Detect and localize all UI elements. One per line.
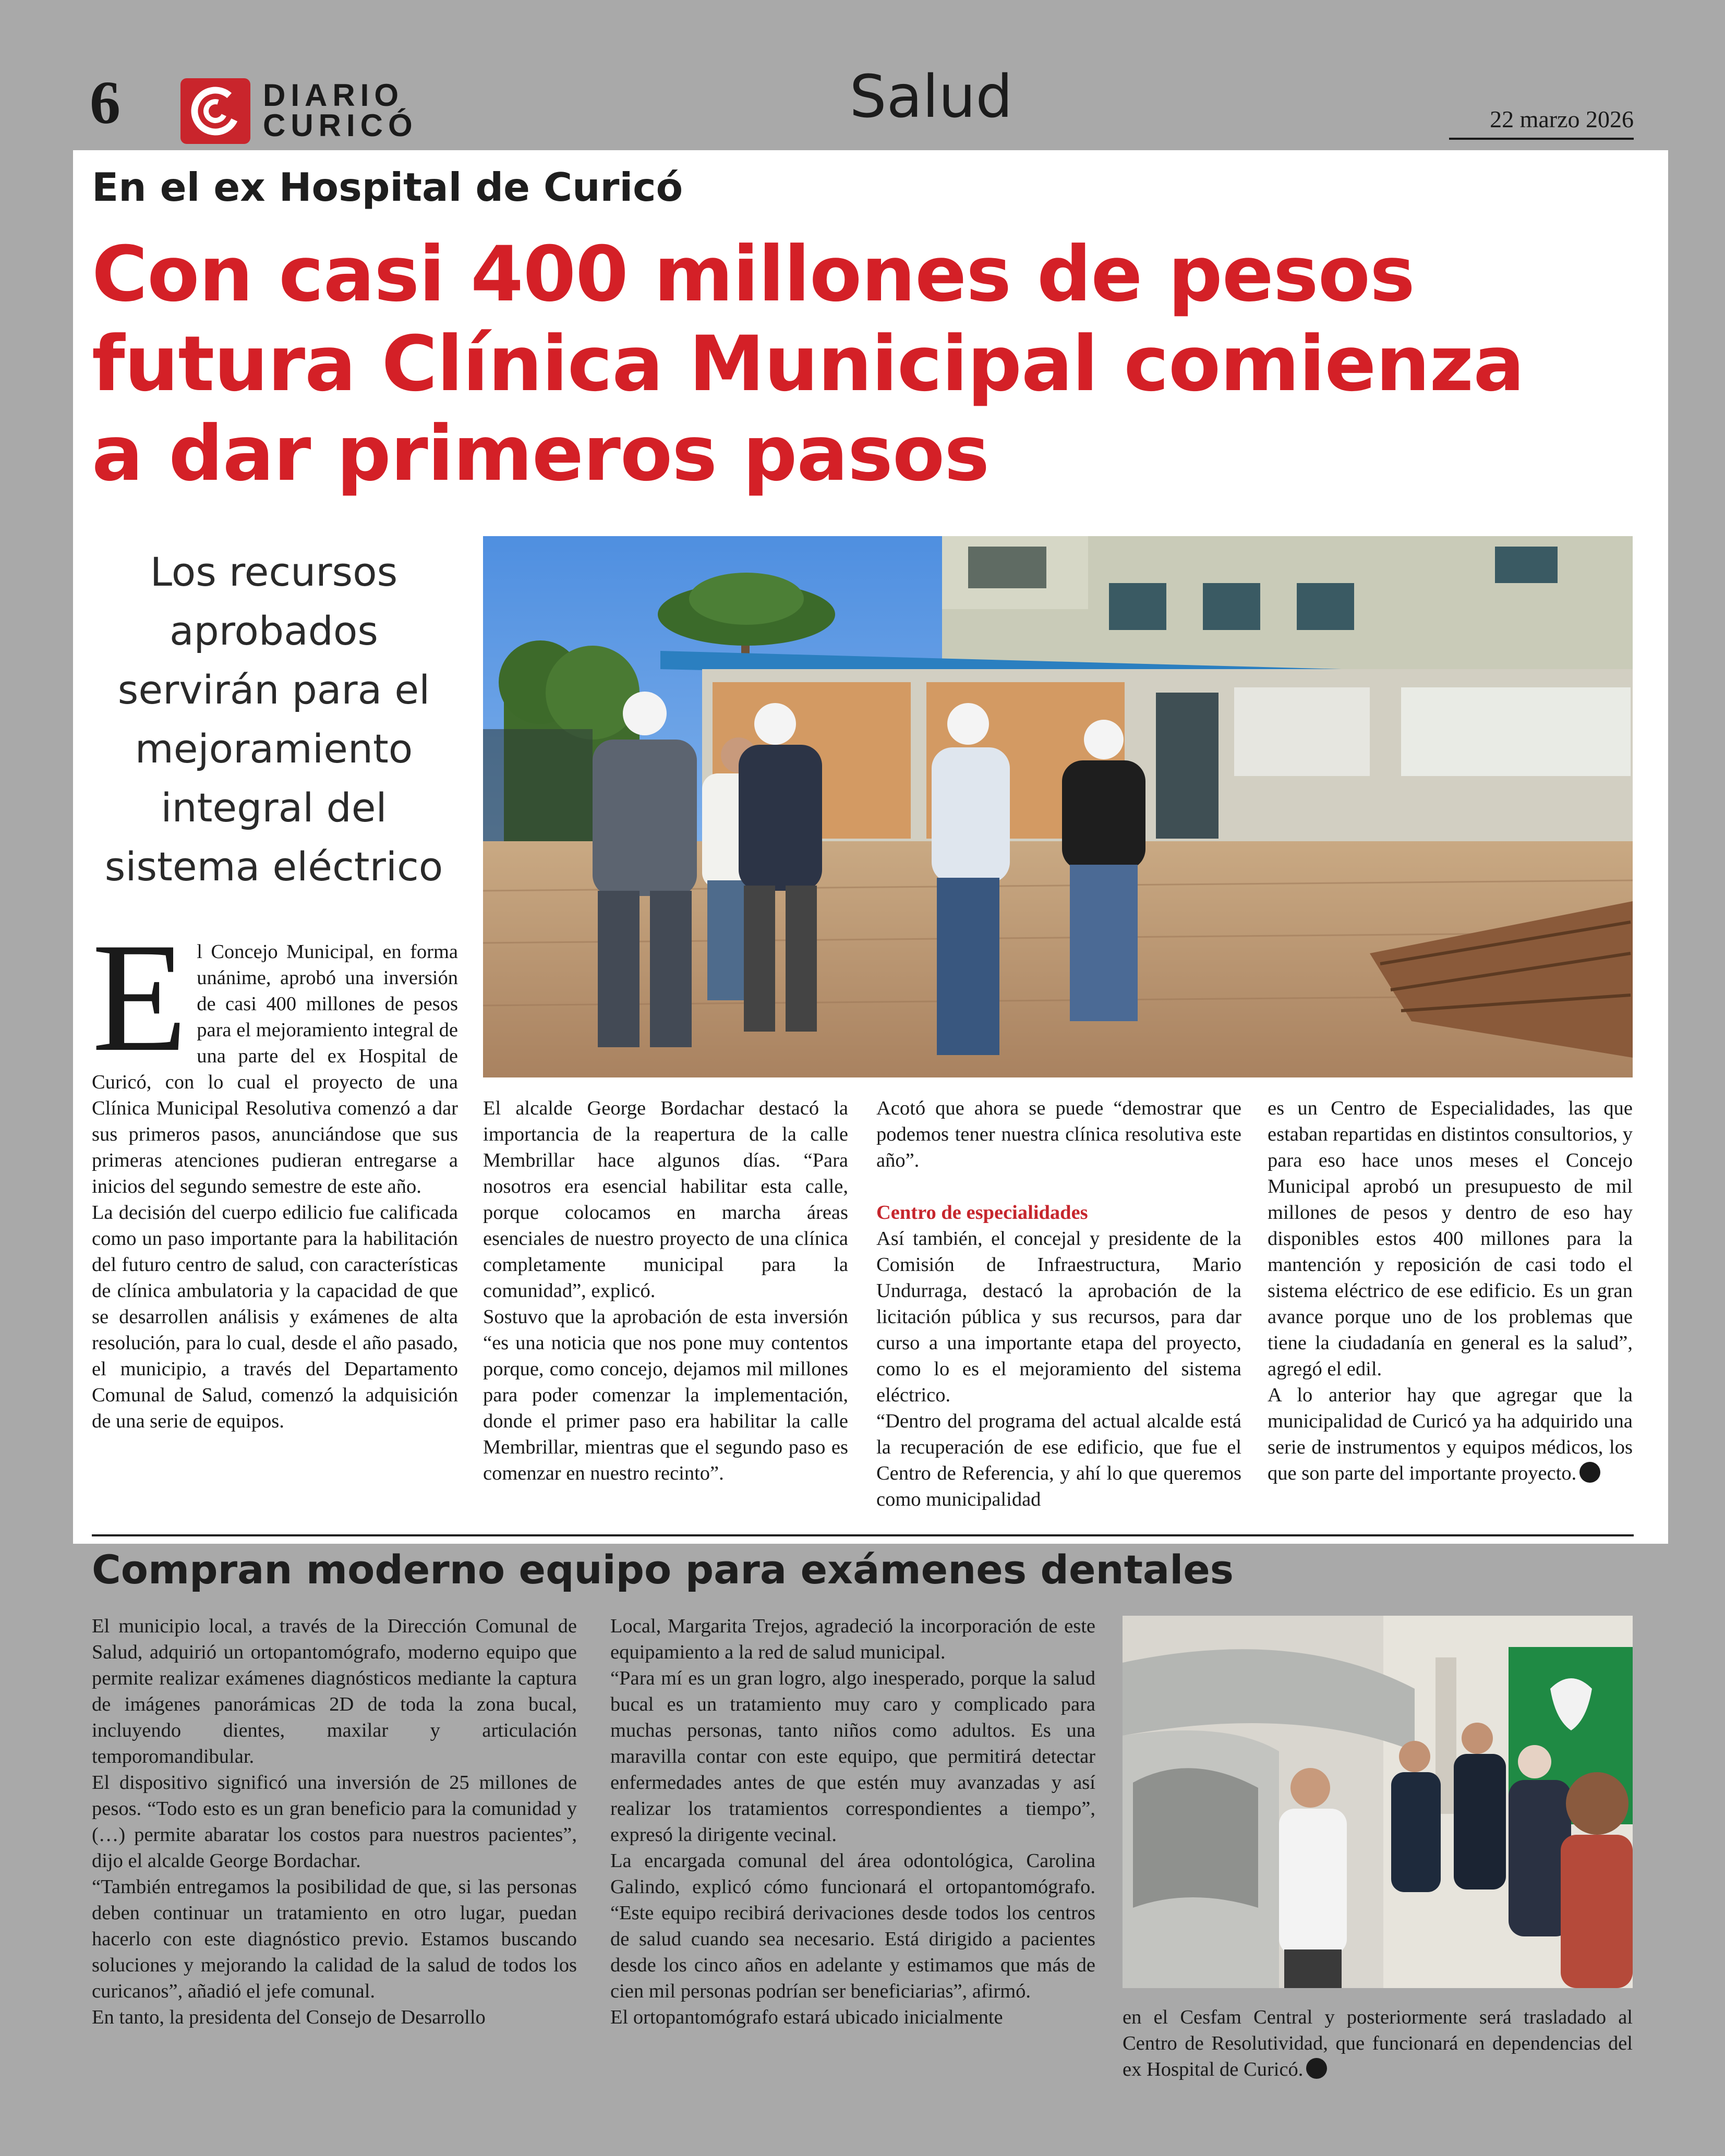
headline-line-2: futura Clínica Municipal comienza bbox=[92, 320, 1524, 408]
paragraph: La encargada comunal del área odontológica, Carolina Galindo, explicó cómo funcionará el ortopantomógrafo. “Este equipo recibirá derivaciones desde todos los centros de salud cuando sea necesario. Está dirigido a pacientes desde los cinco años en adelante y estimamos que más de cien mil personas podrían ser beneficiarias”, afirmó. bbox=[610, 1850, 1095, 2002]
diario-curico-logo-icon bbox=[180, 78, 250, 144]
paragraph: El municipio local, a través de la Dirección Comunal de Salud, adquirió un ortopantomógrafo, moderno equipo que permite realizar exámenes diagnósticos mediante la captura de imágenes panorámicas 2D de toda la zona bucal, incluyendo dientes, maxilar y articulación temporomandibular. bbox=[92, 1615, 577, 1767]
deck-line: sistema eléctrico bbox=[104, 843, 443, 890]
end-of-article-icon bbox=[1579, 1462, 1600, 1483]
section-title: Salud bbox=[849, 63, 1013, 131]
paragraph: es un Centro de Especialidades, las que estaban repartidas en distintos consultorios, y para eso hace unos meses el Concejo Municipal aprobó un presupuesto de mil millones de pesos y dentro de eso hay disponibles estos 400 millones para la mantención y reposición de casi todo el sistema eléctrico de ese edificio. Es un gran avance porque uno de los problemas que tiene la ciudadanía en general es la salud”, agregó el edil. bbox=[1268, 1097, 1633, 1380]
logo-line-1: DIARIO bbox=[263, 78, 404, 113]
headline-line-3: a dar primeros pasos bbox=[92, 409, 990, 498]
paragraph: El ortopantomógrafo estará ubicado inicialmente bbox=[610, 2006, 1003, 2028]
paragraph: La decisión del cuerpo edilicio fue calificada como un paso importante para la habilitación del futuro centro de salud, con características de clínica ambulatoria y la capacidad de que se desarrollen análisis y exámenes de alta resolución, para lo cual, desde el año pasado, el municipio, a través del Departamento Comunal de Salud, comenzó la adquisición de una serie de equipos. bbox=[92, 1202, 458, 1432]
paragraph: “Dentro del programa del actual alcalde está la recuperación de ese edificio, que fue el Centro de Referencia, y ahí lo que queremos como municipalidad bbox=[876, 1410, 1241, 1510]
deck-line: integral del bbox=[161, 784, 387, 831]
issue-date: 22 marzo 2026 bbox=[1490, 106, 1634, 132]
end-of-article-icon bbox=[1306, 2058, 1327, 2079]
paragraph: En tanto, la presidenta del Consejo de Desarrollo bbox=[92, 2006, 486, 2028]
logo-line-2: CURICÓ bbox=[263, 108, 418, 143]
article-column-1 bbox=[92, 911, 458, 1434]
paragraph: El dispositivo significó una inversión de 25 millones de pesos. “Todo esto es un gran beneficio para la comunidad y (…) permite abaratar los costos para nuestros pacientes”, dijo el alcalde George Bordachar. bbox=[92, 1772, 577, 1872]
hospital-visit-photo bbox=[483, 536, 1633, 1077]
deck-line: aprobados bbox=[169, 608, 379, 654]
paragraph: “Para mí es un gran logro, algo inesperado, porque la salud bucal es un tratamiento muy caro y complicado para muchas personas, tanto niños como adultos. Es una maravilla contar con este equipo, que permitirá detectar enfermedades antes de que estén muy avanzadas y así realizar los tratamientos correspondientes a tiempo”, expresó la dirigente vecinal. bbox=[610, 1667, 1095, 1846]
deck-line: Los recursos bbox=[150, 549, 398, 595]
paragraph: El alcalde George Bordachar destacó la importancia de la reapertura de la calle Membrillar hace algunos días. “Para nosotros era esencial habilitar esta calle, porque colocamos en marcha áreas esenciales de nuestro proyecto de una clínica completamente municipal para la comunidad”, explicó. bbox=[483, 1097, 848, 1302]
date-underline bbox=[1449, 138, 1634, 140]
article-column-2 bbox=[483, 1095, 848, 1486]
article2-headline: Compran moderno equipo para exámenes dentales bbox=[92, 1546, 1234, 1593]
paragraph: Local, Margarita Trejos, agradeció la incorporación de este equipamiento a la red de salud municipal. bbox=[610, 1615, 1095, 1663]
paragraph-text: A lo anterior hay que agregar que la municipalidad de Curicó ya ha adquirido una serie de instrumentos y equipos médicos, los que son parte del importante proyecto. bbox=[1268, 1384, 1633, 1484]
paragraph-text: en el Cesfam Central y posteriormente será trasladado al Centro de Resolutividad, que funcionará en dependencias del ex Hospital de Curicó. bbox=[1123, 2006, 1633, 2080]
drop-cap: E bbox=[92, 911, 188, 1084]
deck-line: mejoramiento bbox=[135, 725, 413, 772]
article-kicker: En el ex Hospital de Curicó bbox=[92, 164, 683, 210]
article-headline bbox=[92, 229, 1651, 499]
headline-line-1: Con casi 400 millones de pesos bbox=[92, 230, 1415, 319]
paragraph: Acotó que ahora se puede “demostrar que podemos tener nuestra clínica resolutiva este año”. bbox=[876, 1097, 1241, 1171]
paragraph bbox=[1268, 1382, 1633, 1486]
article-column-4 bbox=[1268, 1095, 1633, 1486]
paragraph: “También entregamos la posibilidad de que, si las personas deben continuar un tratamiento en otro lugar, puedan hacerlo con este diagnóstico previo. Estamos buscando soluciones y mejorando la calidad de la salud de todos los curicanos”, añadió el jefe comunal. bbox=[92, 1876, 577, 2002]
article2-column-3 bbox=[1123, 2004, 1633, 2082]
deck-line: servirán para el bbox=[117, 667, 430, 713]
article2-column-1 bbox=[92, 1613, 577, 2030]
paragraph: l Concejo Municipal, en forma unánime, aprobó una inversión de casi 400 millones de pesos para el mejoramiento integral de una parte del ex Hospital de Curicó, con lo cual el proyecto de una Clínica Municipal Resolutiva comenzó a dar sus primeros pasos, anunciándose que sus primeras atenciones pudieran entregarse a inicios del segundo semestre de este año. bbox=[92, 941, 458, 1197]
section-subhead: Centro de especialidades bbox=[876, 1202, 1088, 1224]
dental-equipment-photo bbox=[1123, 1616, 1633, 1988]
paragraph: Así también, el concejal y presidente de la Comisión de Infraestructura, Mario Undurraga, destacó la aprobación de la licitación pública y sus recursos, para dar curso a una importante etapa del proyecto, como lo es el mejoramiento del sistema eléctrico. bbox=[876, 1228, 1241, 1406]
logo-wordmark bbox=[263, 80, 418, 141]
article2-column-2 bbox=[610, 1613, 1095, 2030]
newspaper-logo bbox=[180, 78, 418, 144]
page-number: 6 bbox=[90, 68, 120, 137]
article-deck bbox=[78, 542, 469, 896]
paragraph: Sostuvo que la aprobación de esta inversión “es una noticia que nos pone muy contentos porque, como concejo, dejamos mil millones para poder comenzar la implementación, donde el primer paso era habilitar la calle Membrillar, mientras que el segundo paso es comenzar en nuestro recinto”. bbox=[483, 1306, 848, 1484]
article-divider bbox=[92, 1534, 1634, 1536]
paragraph bbox=[1123, 2004, 1633, 2082]
article-column-3 bbox=[876, 1095, 1241, 1512]
